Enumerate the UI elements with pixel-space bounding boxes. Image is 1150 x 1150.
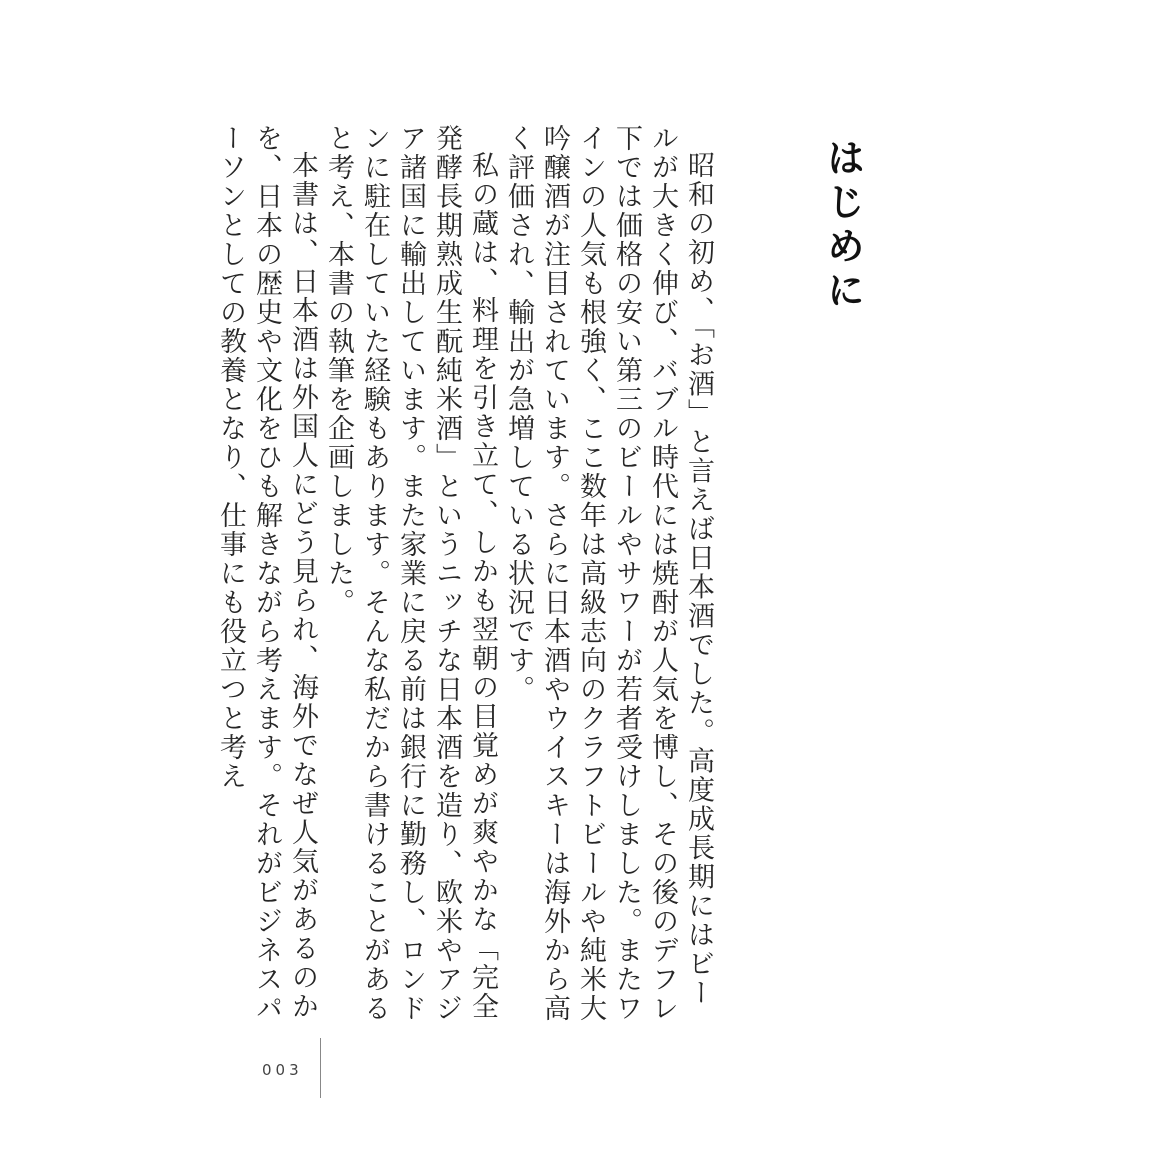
paragraph-2: 私の蔵は、料理を引き立て、しかも翌朝の目覚めが爽やかな「完全発酵長期熟成生酛純米酒」というニッチな日本酒を造り、欧米やアジア諸国に輸出しています。また家業に戻る前は銀行に勤務し、ロンドンに駐在していた経験もあります。そんな私だから書けることがあると考え、本書の執筆を企画しました。 [323,124,498,1023]
body-text [212,124,716,1034]
paragraph-3: 本書は、日本酒は外国人にどう見られ、海外でなぜ人気があるのかを、日本の歴史や文化をひも解きながら考えます。それがビジネスパーソンとしての教養となり、仕事にも役立つと考え [215,124,318,1023]
paragraph-1: 昭和の初め、「お酒」と言えば日本酒でした。高度成長期にはビールが大きく伸び、バブル時代には焼酎が人気を博し、その後のデフレ下では価格の安い第三のビールやサワーが若者受けしました。またワインの人気も根強く、ここ数年は高級志向のクラフトビールや純米大吟醸酒が注目されています。さらに日本酒やウイスキーは海外から高く評価され、輸出が急増している状況です。 [503,124,714,1023]
page-number-rule [320,1038,321,1098]
chapter-title: はじめに [820,138,865,314]
page-number: 003 [262,1061,303,1079]
